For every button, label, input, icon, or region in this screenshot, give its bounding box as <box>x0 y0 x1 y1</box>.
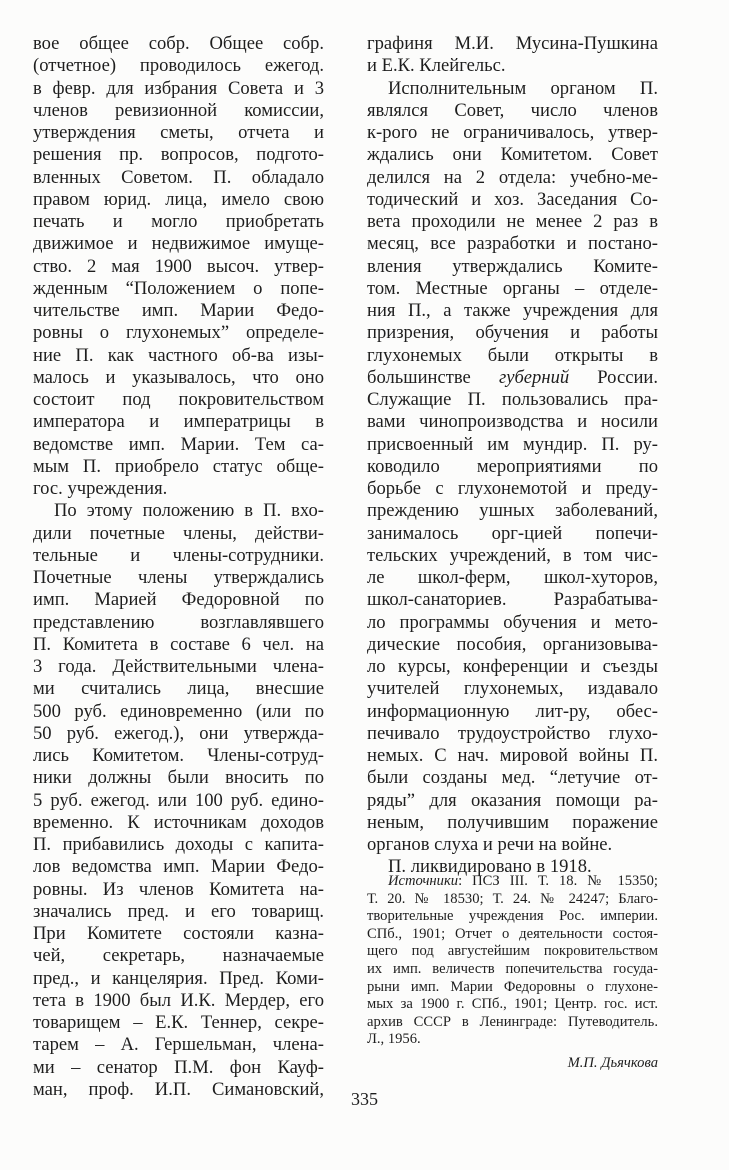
text-line: ники должны были вносить по <box>33 767 324 789</box>
text-line: чей, секретарь, назначаемые <box>33 945 324 967</box>
text-line: том. Местные органы – отделе- <box>367 277 658 299</box>
text-line: ководило мероприятиями по <box>367 455 658 477</box>
text-segment: России. <box>569 366 658 388</box>
text-line: СПб., 1901; Отчет о деятельности состоя- <box>367 925 658 942</box>
sources-block <box>367 873 658 1049</box>
text-line: лись Комитетом. Члены-сотруд- <box>33 745 324 766</box>
italic-term: губерний <box>498 366 570 388</box>
text-line: ле школ-ферм, школ-хуторов, <box>367 567 658 588</box>
text-line: 3 года. Действительными члена- <box>33 656 324 677</box>
text-line: в февр. для избрания Совета и 3 <box>33 77 324 99</box>
text-line: творительные учреждения Рос. империи. <box>367 908 658 925</box>
text-line: ведомстве имп. Марии. Тем са- <box>33 433 324 455</box>
text-line: ждались они Комитетом. Совет <box>367 144 658 166</box>
text-line: делился на 2 отдела: учебно-ме- <box>367 166 658 188</box>
text-line: архив СССР в Ленинграде: Путеводитель. <box>367 1013 658 1030</box>
text-line: печать и могло приобретать <box>33 211 324 232</box>
right-column <box>367 33 658 879</box>
text-line: тельные и члены-сотрудники. <box>33 544 324 566</box>
text-line: Исполнительным органом П. <box>388 77 658 99</box>
text-line: дические пособия, организовыва- <box>367 633 658 655</box>
text-line: П. прибавились доходы с капита- <box>33 834 324 855</box>
text-line: решения пр. вопросов, подгото- <box>33 144 324 166</box>
text-line: временно. К источникам доходов <box>33 811 324 833</box>
text-line: малось и указывалось, что оно <box>33 366 324 388</box>
text-line: движимое и недвижимое имуще- <box>33 233 324 255</box>
text-line: печивало трудоустройство глухо- <box>367 722 658 744</box>
text-line: ми – сенатор П.М. фон Кауф- <box>33 1056 324 1078</box>
text-line: тельских учреждений, в том чис- <box>367 544 658 566</box>
text-line: рыни имп. Марии Федоровны о глухоне- <box>367 978 658 995</box>
text-line: органов слуха и речи на войне. <box>367 834 613 855</box>
text-line: Почетные члены утверждались <box>33 567 324 588</box>
text-line: 5 руб. ежегод. или 100 руб. едино- <box>33 789 324 811</box>
text-line: ми считались лица, внесшие <box>33 678 324 700</box>
text-line: дили почетные члены, действи- <box>33 522 324 544</box>
text-segment: : ПСЗ III. Т. 18. № 15350; <box>458 873 658 889</box>
text-line: были созданы мед. “летучие от- <box>367 767 658 789</box>
text-line: членов ревизионной комиссии, <box>33 99 324 121</box>
text-line: вое общее собр. Общее собр. <box>33 33 324 54</box>
text-line: ровны о глухонемых” определе- <box>33 322 324 344</box>
text-segment: большинстве <box>367 366 499 388</box>
italic-term: Источники <box>388 873 459 889</box>
text-line: При Комитете состояли казна- <box>33 923 324 944</box>
text-line: ман, проф. И.П. Симановский, <box>33 1078 324 1100</box>
text-line: тета в 1900 был И.К. Мердер, его <box>33 989 324 1011</box>
text-line: утверждения сметы, отчета и <box>33 122 324 143</box>
text-line: значались пред. и его товарищ. <box>33 900 324 922</box>
text-line: глухонемых были открыты в <box>367 344 658 366</box>
text-line: месяц, все разработки и постано- <box>367 233 658 255</box>
text-line: преждению ушных заболеваний, <box>367 500 658 522</box>
text-line: имп. Марией Федоровной по <box>33 589 324 611</box>
text-line: ния П., а также учреждения для <box>367 300 658 321</box>
text-line: занималось орг-цией попечи- <box>367 522 658 544</box>
text-line: лов ведомства имп. Марии Федо- <box>33 856 324 878</box>
paragraph <box>33 500 324 1101</box>
text-line: 500 руб. единовременно (или по <box>33 700 324 722</box>
text-line: являлся Совет, число членов <box>367 99 658 121</box>
text-line <box>367 873 658 891</box>
text-line: тарем – А. Гершельман, члена- <box>33 1034 324 1056</box>
text-line: щего под августейшим покровительством <box>367 943 658 960</box>
page-number: 335 <box>351 1089 378 1109</box>
text-line: вленных Советом. П. обладало <box>33 166 324 188</box>
text-line: ровны. Из членов Комитета на- <box>33 878 324 900</box>
text-line <box>367 367 658 389</box>
text-line: состоит под покровительством <box>33 389 324 410</box>
text-line: 50 руб. ежегод.), они утвержда- <box>33 722 324 744</box>
text-line: П. ликвидировано в 1918. <box>388 856 592 878</box>
text-line: представлению возглавлявшего <box>33 611 324 633</box>
paragraph <box>367 33 658 78</box>
text-line: товарищем – Е.К. Теннер, секре- <box>33 1012 324 1033</box>
text-line: вета проходили не менее 2 раз в <box>367 211 658 232</box>
text-line: жденным “Положением о попе- <box>33 277 324 299</box>
text-line: По этому положению в П. вхо- <box>54 500 324 522</box>
paragraph <box>33 33 324 500</box>
text-line: пред., и канцелярия. Пред. Коми- <box>33 967 324 989</box>
text-line: чительстве имп. Марии Федо- <box>33 300 324 321</box>
text-line: Л., 1956. <box>367 1031 421 1048</box>
text-line: ло курсы, конференции и съезды <box>367 656 658 677</box>
text-line: правом юрид. лица, имело свою <box>33 188 324 210</box>
text-line: ние П. как частного об-ва изы- <box>33 344 324 366</box>
text-line: мым П. приобрело статус обще- <box>33 455 324 477</box>
text-line: их имп. величеств попечительства госуда- <box>367 960 658 977</box>
text-line: вления утверждались Комите- <box>367 255 658 277</box>
paragraph <box>367 78 658 857</box>
text-line: информационную лит-ру, обес- <box>367 700 658 722</box>
text-line: борьбе с глухонемотой и преду- <box>367 478 658 499</box>
text-line: П. Комитета в составе 6 чел. на <box>33 633 324 655</box>
text-line: императора и императрицы в <box>33 411 324 433</box>
text-line: и Е.К. Клейгельс. <box>367 55 506 77</box>
text-line: ство. 2 мая 1900 высоч. утвер- <box>33 255 324 277</box>
text-line: немых. С нач. мировой войны П. <box>367 745 658 766</box>
text-line: вами чинопроизводства и носили <box>367 411 658 433</box>
text-line: тодический и хоз. Заседания Со- <box>367 188 658 210</box>
author-signature: М.П. Дьячкова <box>567 1055 658 1071</box>
text-line: к-рого не ограничивалось, утвер- <box>367 122 658 143</box>
text-line: учителей глухонемых, издавало <box>367 678 658 700</box>
text-line: ряды” для оказания помощи ра- <box>367 789 658 811</box>
text-line: гос. учреждения. <box>33 478 168 499</box>
text-line: неным, получившим поражение <box>367 811 658 833</box>
text-line: мых за 1900 г. СПб., 1901; Центр. гос. ист. <box>367 996 658 1013</box>
text-line: присвоенный им мундир. П. ру- <box>367 433 658 455</box>
text-line: ло программы обучения и мето- <box>367 611 658 633</box>
text-line: графиня М.И. Мусина-Пушкина <box>367 33 658 54</box>
paragraph <box>367 873 658 1049</box>
left-column <box>33 33 324 1101</box>
text-line: (отчетное) проводилось ежегод. <box>33 55 324 77</box>
text-line: Т. 20. № 18530; Т. 24. № 24247; Благо- <box>367 890 658 907</box>
text-line: призрения, обучения и работы <box>367 322 658 344</box>
text-line: школ-санаториев. Разрабатыва- <box>367 589 658 611</box>
text-line: Служащие П. пользовались пра- <box>367 389 658 410</box>
